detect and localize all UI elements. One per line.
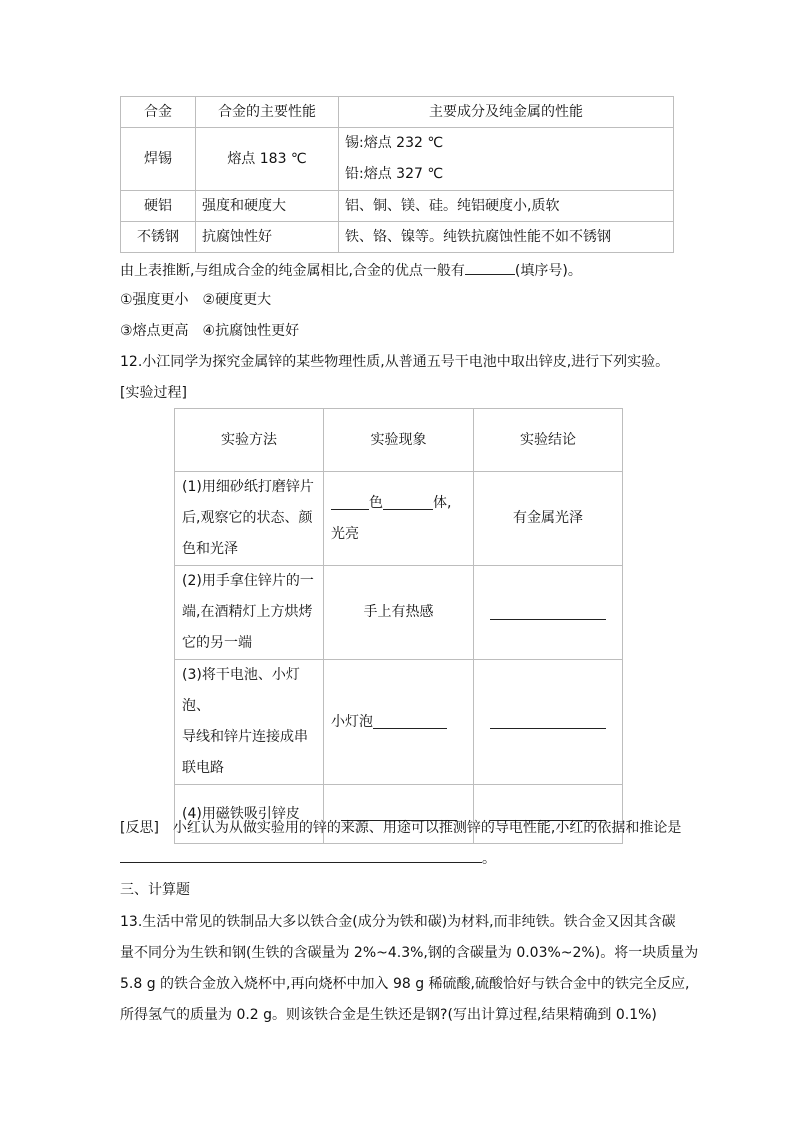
experiment-table: [174, 408, 623, 844]
alloy-prop-cell: 熔点 183 ℃: [196, 128, 339, 191]
answer-blank[interactable]: [331, 495, 369, 510]
q12-reflection-answer-line: [120, 848, 496, 869]
phenomenon-cell: 手上有热感: [324, 566, 474, 660]
q13-line: 5.8 g 的铁合金放入烧杯中,再向烧杯中加入 98 g 稀硫酸,硫酸恰好与铁合金中的铁完全反应,: [120, 976, 690, 992]
method-line: 端,在酒精灯上方烘烤: [182, 604, 313, 620]
q12-stem: 12.小江同学为探究金属锌的某些物理性质,从普通五号干电池中取出锌皮,进行下列实验。: [120, 354, 670, 370]
method-line: 色和光泽: [182, 541, 238, 557]
table-header-cell: 实验现象: [324, 409, 474, 472]
phenomenon-cell: [324, 472, 474, 566]
alloy-comp-cell: 铁、铬、镍等。纯铁抗腐蚀性能不如不锈钢: [339, 222, 674, 253]
alloy-comp-cell: 铝、铜、镁、硅。纯铝硬度小,质软: [339, 191, 674, 222]
table-row: [121, 222, 674, 253]
method-line: (4)用磁铁吸引锌皮: [182, 805, 300, 822]
method-cell: [175, 566, 324, 660]
method-line: 后,观察它的状态、颜: [182, 510, 313, 526]
answer-blank[interactable]: [373, 714, 447, 729]
table-header-row: [175, 409, 623, 472]
phenomenon-cell: [324, 660, 474, 785]
method-cell: [175, 472, 324, 566]
table-row: [175, 660, 623, 785]
reflection-end: 。: [482, 851, 496, 867]
table-row: [121, 128, 674, 191]
alloy-name-cell: 焊锡: [121, 128, 196, 191]
conclusion-cell: 有金属光泽: [474, 472, 623, 566]
method-line: 联电路: [182, 760, 224, 776]
alloy-properties-table: [120, 96, 674, 253]
q12-section-label: [实验过程]: [120, 385, 187, 401]
q12-reflection: [反思] 小红认为从做实验用的锌的来源、用途可以推测锌的导电性能,小红的依据和推论是: [120, 820, 682, 836]
table-header-cell: 合金: [121, 97, 196, 128]
phenomenon-line: [331, 488, 466, 519]
answer-blank[interactable]: [383, 495, 433, 510]
conclusion-cell: [474, 566, 623, 660]
table-header-cell: 主要成分及纯金属的性能: [339, 97, 674, 128]
answer-blank[interactable]: [120, 848, 482, 863]
method-line: 导线和锌片连接成串: [182, 729, 308, 745]
alloy-prop-cell: 强度和硬度大: [196, 191, 339, 222]
alloy-name-cell: 硬铝: [121, 191, 196, 222]
table-header-row: [121, 97, 674, 128]
table-row: [175, 566, 623, 660]
alloy-name-cell: 不锈钢: [121, 222, 196, 253]
phenomenon-line: 光亮: [331, 525, 359, 542]
method-line: 它的另一端: [182, 635, 252, 651]
q11-text-end: (填序号)。: [514, 263, 582, 279]
answer-blank[interactable]: [490, 714, 606, 729]
method-line: (3)将干电池、小灯泡、: [182, 667, 300, 714]
q13-line: 量不同分为生铁和钢(生铁的含碳量为 2%~4.3%,钢的含碳量为 0.03%~2%)。将一块质量为: [120, 945, 699, 961]
alloy-prop-cell: 抗腐蚀性好: [196, 222, 339, 253]
comp-line: 铅:熔点 327 ℃: [345, 166, 444, 182]
alloy-comp-cell: [339, 128, 674, 191]
q11-text: 由上表推断,与组成合金的纯金属相比,合金的优点一般有: [120, 263, 465, 279]
phenomenon-text: 小灯泡: [331, 713, 373, 730]
comp-line: 锡:熔点 232 ℃: [345, 135, 444, 151]
method-line: (1)用细砂纸打磨锌片: [182, 479, 314, 495]
conclusion-cell: [474, 660, 623, 785]
table-row: [175, 472, 623, 566]
q11-options-line-1: ①强度更小 ②硬度更大: [120, 292, 272, 308]
table-header-cell: 实验结论: [474, 409, 623, 472]
table-header-cell: 合金的主要性能: [196, 97, 339, 128]
q11-options-line-2: ③熔点更高 ④抗腐蚀性更好: [120, 323, 300, 339]
section-title: 三、计算题: [120, 882, 190, 898]
method-cell: [175, 660, 324, 785]
table-row: [121, 191, 674, 222]
phenomenon-text: 体,: [433, 494, 452, 511]
table-header-cell: 实验方法: [175, 409, 324, 472]
q11-question-line: [120, 260, 582, 281]
phenomenon-text: 色: [369, 494, 383, 511]
q13-line: 所得氢气的质量为 0.2 g。则该铁合金是生铁还是钢?(写出计算过程,结果精确到 0.1%): [120, 1007, 657, 1023]
answer-blank[interactable]: [465, 260, 515, 275]
method-line: (2)用手拿住锌片的一: [182, 573, 314, 589]
q13-line: 13.生活中常见的铁制品大多以铁合金(成分为铁和碳)为材料,而非纯铁。铁合金又因其含碳: [120, 914, 676, 930]
answer-blank[interactable]: [490, 605, 606, 620]
